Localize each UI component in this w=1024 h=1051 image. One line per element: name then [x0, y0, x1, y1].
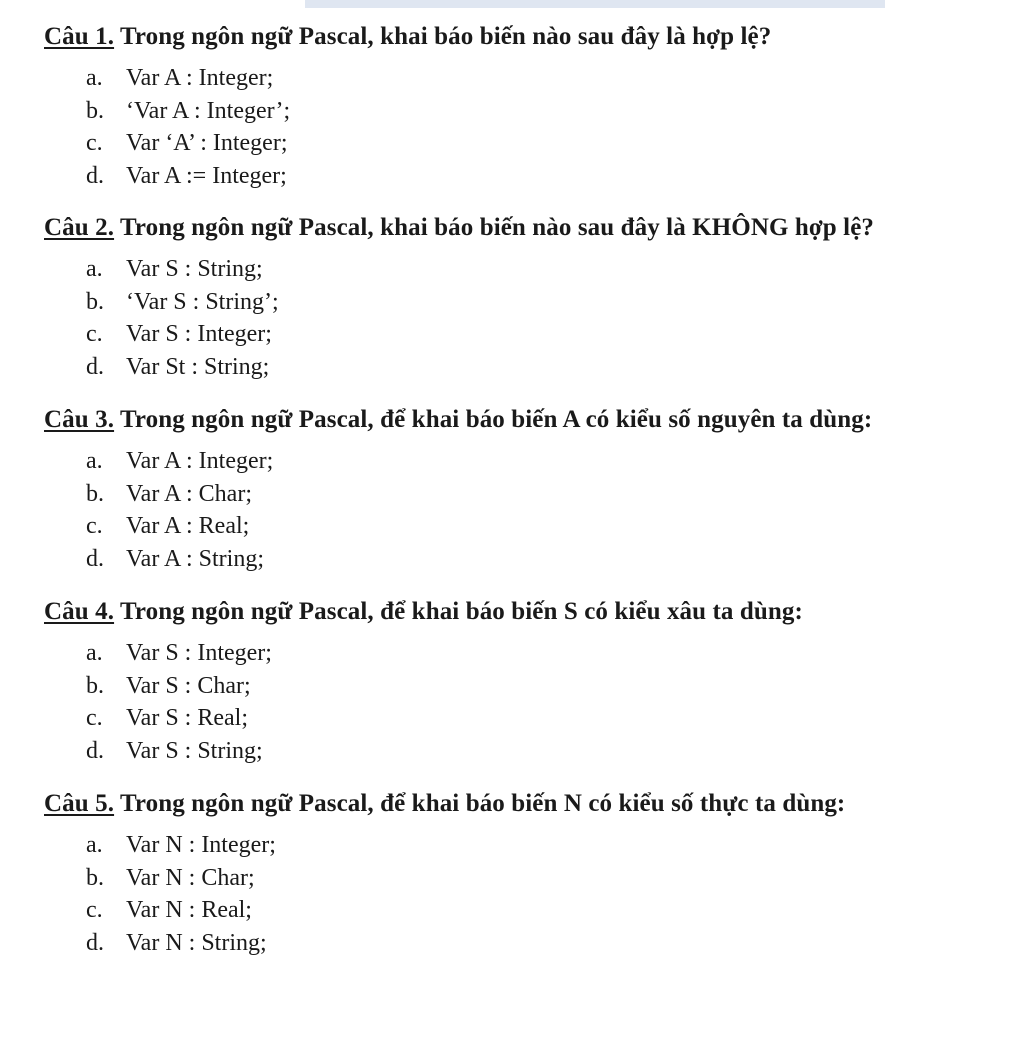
option-letter: a. [86, 256, 103, 282]
option-c [86, 127, 771, 160]
option-letter: b. [86, 864, 104, 891]
question-label: Câu 2. [44, 214, 115, 241]
question-text: Trong ngôn ngữ Pascal, khai báo biến nào sau đây là hợp lệ? [114, 23, 772, 50]
option-c [86, 702, 803, 735]
option-text: Var A : String; [126, 545, 265, 572]
option-text: ‘Var S : String’; [126, 288, 279, 315]
option-b [86, 862, 845, 895]
option-letter: a. [86, 640, 103, 666]
option-text: Var A : Char; [126, 480, 252, 507]
option-letter: b. [86, 288, 104, 315]
question-label: Câu 4. [44, 598, 115, 625]
option-text: Var S : Integer; [126, 640, 272, 666]
option-letter: c. [86, 705, 103, 732]
option-text: Var S : Char; [126, 672, 251, 699]
option-c [86, 894, 845, 927]
option-text: Var ‘A’ : Integer; [126, 130, 288, 157]
option-text: Var N : String; [126, 929, 267, 956]
option-letter: b. [86, 672, 104, 699]
option-letter: c. [86, 130, 103, 157]
option-c [86, 318, 874, 351]
option-b [86, 286, 874, 319]
option-d [86, 351, 874, 384]
option-list [44, 637, 803, 767]
question-text: Trong ngôn ngữ Pascal, để khai báo biến A có kiểu số nguyên ta dùng: [114, 406, 873, 433]
option-b [86, 670, 803, 703]
option-text: Var St : String; [126, 353, 270, 380]
option-letter: a. [86, 832, 103, 858]
option-d [86, 543, 872, 576]
option-text: Var A := Integer; [126, 162, 287, 189]
question-4 [44, 597, 803, 767]
option-letter: d. [86, 353, 104, 380]
option-text: Var S : String; [126, 256, 263, 282]
option-a [86, 829, 845, 862]
option-letter: b. [86, 480, 104, 507]
option-text: Var A : Integer; [126, 448, 274, 474]
option-text: Var N : Real; [126, 897, 252, 924]
question-label: Câu 1. [44, 23, 115, 50]
option-d [86, 927, 845, 960]
question-title [44, 789, 845, 819]
option-letter: b. [86, 97, 104, 124]
question-title [44, 405, 872, 435]
question-text: Trong ngôn ngữ Pascal, khai báo biến nào sau đây là KHÔNG hợp lệ? [114, 214, 875, 241]
option-d [86, 160, 771, 193]
option-letter: a. [86, 448, 103, 474]
question-text: Trong ngôn ngữ Pascal, để khai báo biến N có kiểu số thực ta dùng: [114, 790, 846, 817]
option-a [86, 62, 771, 95]
option-c [86, 510, 872, 543]
option-letter: c. [86, 321, 103, 348]
option-letter: d. [86, 737, 104, 764]
option-b [86, 95, 771, 128]
question-2 [44, 213, 874, 383]
question-5 [44, 789, 845, 959]
option-list [44, 253, 874, 383]
option-letter: d. [86, 929, 104, 956]
option-text: Var N : Integer; [126, 832, 276, 858]
top-header-strip [305, 0, 885, 8]
option-text: ‘Var A : Integer’; [126, 97, 291, 124]
option-letter: c. [86, 897, 103, 924]
question-label: Câu 5. [44, 790, 115, 817]
option-list [44, 829, 845, 959]
option-text: Var A : Integer; [126, 65, 274, 91]
option-a [86, 637, 803, 670]
option-letter: d. [86, 545, 104, 572]
question-title [44, 213, 874, 243]
option-letter: d. [86, 162, 104, 189]
option-b [86, 478, 872, 511]
question-text: Trong ngôn ngữ Pascal, để khai báo biến S có kiểu xâu ta dùng: [114, 598, 803, 625]
option-a [86, 445, 872, 478]
question-label: Câu 3. [44, 406, 115, 433]
option-a [86, 253, 874, 286]
option-d [86, 735, 803, 768]
question-title [44, 597, 803, 627]
option-text: Var N : Char; [126, 864, 255, 891]
option-text: Var S : String; [126, 737, 263, 764]
option-text: Var A : Real; [126, 513, 250, 540]
question-3 [44, 405, 872, 575]
question-1 [44, 22, 771, 192]
option-list [44, 62, 771, 192]
option-letter: c. [86, 513, 103, 540]
option-letter: a. [86, 65, 103, 91]
option-text: Var S : Real; [126, 705, 248, 732]
question-title [44, 22, 771, 52]
option-text: Var S : Integer; [126, 321, 272, 348]
option-list [44, 445, 872, 575]
